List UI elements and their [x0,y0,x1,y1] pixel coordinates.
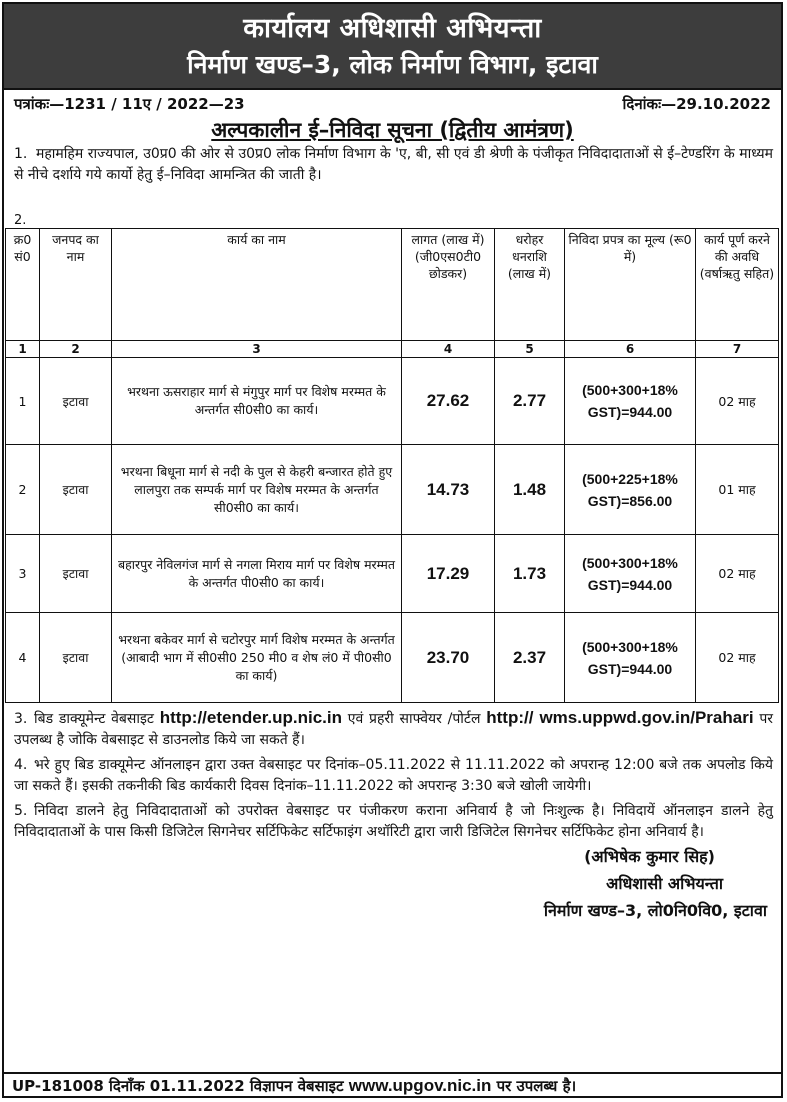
cell-fee: (500+300+18% GST)=944.00 [565,613,696,703]
table-header-row [6,229,779,341]
etender-website-link[interactable]: http://etender.up.nic.in [159,708,342,727]
column-number: 1 [6,341,40,358]
column-header-work: कार्य का नाम [112,229,402,341]
cell-earnest: 2.37 [495,613,565,703]
footer-suffix: पर उपलब्ध है। [496,1077,577,1095]
cell-work: भरथना बकेवर मार्ग से चटोरपुर मार्ग विशेष मरम्मत के अन्तर्गत (आबादी भाग में सी0सी0 250 मी0 व शेष लं0 में पी0सी0 का कार्य) [112,613,402,703]
cell-period: 02 माह [696,358,779,445]
letter-number: पत्रांकः—1231 / 11ए / 2022—23 [14,95,245,113]
column-number-row [6,341,779,358]
letter-date: दिनांकः—29.10.2022 [622,95,771,113]
works-table [5,228,779,703]
notice-header [4,4,781,90]
footer-website-link[interactable]: www.upgov.nic.in [348,1076,492,1095]
column-header-sno: क्र0 सं0 [6,229,40,341]
cell-sno: 3 [6,535,40,613]
cell-cost: 27.62 [402,358,495,445]
table-row [6,358,779,445]
column-number: 6 [565,341,696,358]
cell-cost: 23.70 [402,613,495,703]
cell-cost: 14.73 [402,445,495,535]
column-header-period: कार्य पूर्ण करने की अवधि (वर्षाऋतु सहित) [696,229,779,341]
column-number: 5 [495,341,565,358]
column-header-fee: निविदा प्रपत्र का मूल्य (रू0 में) [565,229,696,341]
cell-period: 02 माह [696,535,779,613]
paragraph-4 [4,755,781,797]
column-number: 2 [40,341,112,358]
paragraph-1 [4,144,781,210]
paragraph-number: 4. [14,757,28,773]
cell-period: 01 माह [696,445,779,535]
signatory-designation: अधिशासी अभियन्ता [606,874,723,893]
prahari-website-link[interactable]: http:// wms.uppwd.gov.in/Prahari [486,708,754,727]
cell-work: भरथना बिधूना मार्ग से नदी के पुल से केहरी बन्जारत होते हुए लालपुरा तक सम्पर्क मार्ग पर विशेष मरम्मत के अन्तर्गत सी0सी0 का कार्य। [112,445,402,535]
cell-sno: 4 [6,613,40,703]
signatory-name: (अभिषेक कुमार सिह) [584,847,715,866]
division-title: निर्माण खण्ड–3, लोक निर्माण विभाग, इटावा [187,50,598,79]
paragraph-5 [4,801,781,843]
column-header-district: जनपद का नाम [40,229,112,341]
paragraph-text: महामहिम राज्यपाल, उ0प्र0 की ओर से उ0प्र0 लोक निर्माण विभाग के 'ए, बी, सी एवं डी श्रेणी के पंजीकृत निविदादाताओं से ई–टेण्डरिंग के माध्यम से नीचे दर्शाये गये कार्यो हेतु ई–निविदा आमन्त्रित की जाती है। [14,146,773,183]
table-row [6,445,779,535]
paragraph-text: निविदा डालने हेतु निविदादाताओं को उपरोक्त वेबसाइट पर पंजीकरण कराना अनिवार्य है जो निःशुल्क है। निविदायें ऑनलाइन डालने हेतु निविदादाताओं के पास किसी डिजिटेल सिगनेचर सर्टिफिकेट सर्टिफाइंग अथॉरिटी द्वारा जारी डिजिटेल सिगनेचर सर्टिफिकेट होना अनिवार्य है। [14,803,773,840]
cell-district: इटावा [40,445,112,535]
paragraph-number: 2. [14,213,27,228]
notice-title: अल्पकालीन ई–निविदा सूचना (द्वितीय आमंत्रण) [211,118,574,142]
paragraph-2 [4,210,781,228]
column-number: 4 [402,341,495,358]
cell-district: इटावा [40,613,112,703]
cell-earnest: 1.48 [495,445,565,535]
paragraph-number: 5. [14,803,28,819]
column-header-earnest: धरोहर धनराशि (लाख में) [495,229,565,341]
paragraph-text: पर उपलब्ध है जोकि वेबसाइट से डाउनलोड किये जा सकते हैं। [14,711,773,748]
paragraph-text: एवं प्रहरी साफ्वेयर /पोर्टल [347,711,481,727]
cell-district: इटावा [40,358,112,445]
footer-prefix: UP-181008 दिनाँक 01.11.2022 विज्ञापन वेबसाइट [12,1077,344,1095]
cell-earnest: 1.73 [495,535,565,613]
cell-work: भरथना ऊसराहार मार्ग से मंगुपुर मार्ग पर विशेष मरम्मत के अन्तर्गत सी0सी0 का कार्य। [112,358,402,445]
table-row [6,613,779,703]
cell-sno: 1 [6,358,40,445]
signatory-office: निर्माण खण्ड–3, लो0नि0वि0, इटावा [543,901,767,920]
column-number: 3 [112,341,402,358]
cell-fee: (500+300+18% GST)=944.00 [565,358,696,445]
cell-work: बहारपुर नेविलगंज मार्ग से नगला मिराय मार्ग पर विशेष मरम्मत के अन्तर्गत पी0सी0 का कार्य। [112,535,402,613]
paragraph-number: 3. [14,711,28,727]
column-number: 7 [696,341,779,358]
cell-sno: 2 [6,445,40,535]
reference-line [4,90,781,116]
cell-cost: 17.29 [402,535,495,613]
paragraph-number: 1. [14,146,28,162]
terms-section [4,707,781,843]
office-title: कार्यालय अधिशासी अभियन्ता [243,13,542,44]
cell-district: इटावा [40,535,112,613]
cell-fee: (500+225+18% GST)=856.00 [565,445,696,535]
cell-fee: (500+300+18% GST)=944.00 [565,535,696,613]
cell-earnest: 2.77 [495,358,565,445]
signature-block [4,843,781,924]
table-row [6,535,779,613]
column-header-cost: लागत (लाख में) (जी0एस0टी0 छोडकर) [402,229,495,341]
advertisement-footer [4,1072,781,1096]
notice-frame [2,2,783,1098]
paragraph-3 [4,707,781,751]
paragraph-text: बिड डाक्यूमेन्ट वेबसाइट [34,711,154,727]
paragraph-text: भरे हुए बिड डाक्यूमेन्ट ऑनलाइन द्वारा उक्त वेबसाइट पर दिनांक–05.11.2022 से 11.11.2022 को अपरान्ह 12:00 बजे तक अपलोड किये जा सकते हैं। इसकी तकनीकी बिड कार्यकारी दिवस दिनांक–11.11.2022 को अपरान्ह 3:30 बजे खोली जायेगी। [14,757,773,794]
cell-period: 02 माह [696,613,779,703]
